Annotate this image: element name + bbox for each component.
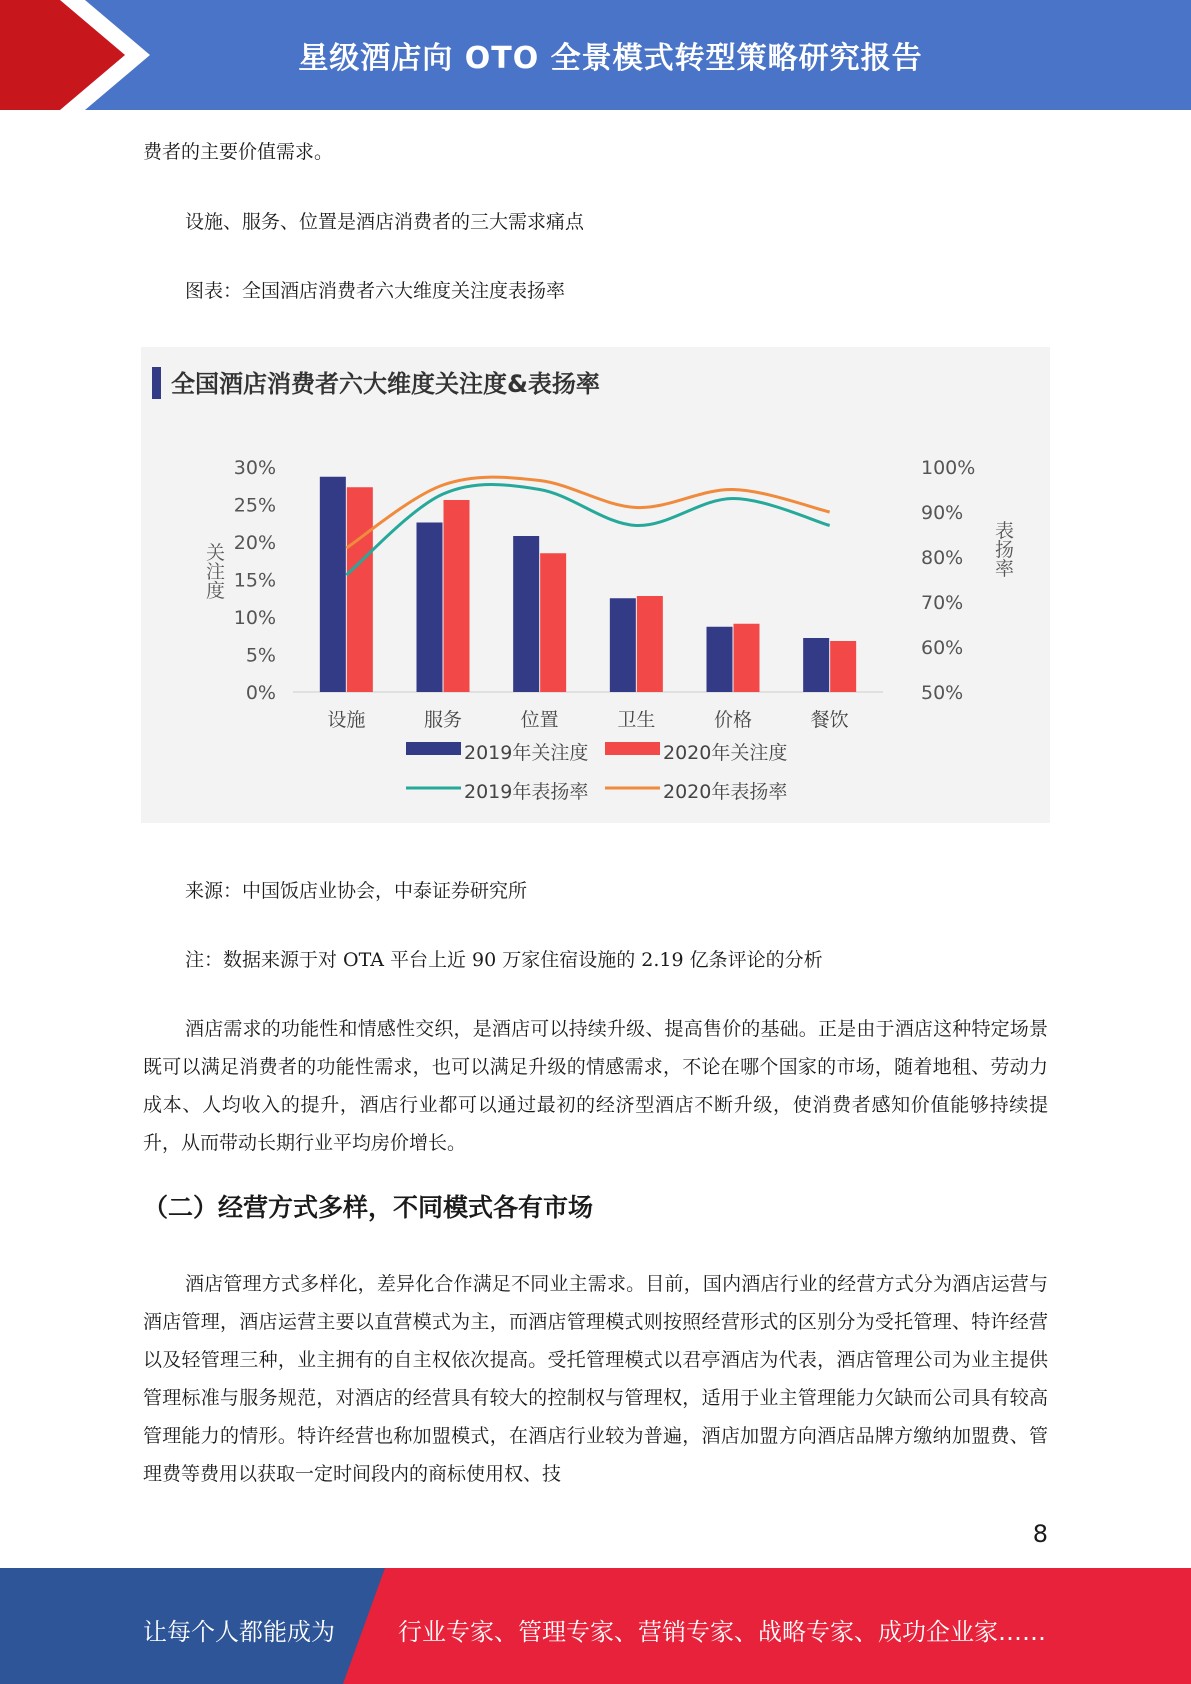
report-title: 星级酒店向 OTO 全景模式转型策略研究报告 bbox=[298, 41, 923, 76]
y2-tick-label: 70% bbox=[921, 592, 964, 614]
bar-2019年关注度-餐饮 bbox=[803, 638, 829, 692]
bar-2020年关注度-餐饮 bbox=[830, 641, 856, 692]
x-tick-label: 设施 bbox=[327, 709, 366, 731]
x-tick-label: 价格 bbox=[713, 709, 753, 731]
figure-caption: 图表：全国酒店消费者六大维度关注度表扬率 bbox=[185, 280, 566, 302]
legend-label: 2020年表扬率 bbox=[663, 781, 788, 803]
section-heading: （二）经营方式多样，不同模式各有市场 bbox=[143, 1193, 594, 1222]
bar-2020年关注度-设施 bbox=[347, 487, 373, 692]
y-tick-label: 20% bbox=[233, 532, 276, 554]
x-tick-label: 餐饮 bbox=[810, 709, 849, 731]
y-tick-label: 15% bbox=[233, 569, 276, 592]
chart-note: 注：数据来源于对 OTA 平台上近 90 万家住宿设施的 2.19 亿条评论的分析 bbox=[185, 949, 823, 971]
footer-slogan-left: 让每个人都能成为 bbox=[143, 1618, 335, 1646]
legend-label: 2020年关注度 bbox=[663, 742, 788, 764]
legend-label: 2019年表扬率 bbox=[464, 781, 589, 803]
y-tick-label: 25% bbox=[233, 494, 276, 517]
chart-source: 来源：中国饭店业协会，中泰证券研究所 bbox=[185, 880, 528, 902]
paragraph-continuation: 费者的主要价值需求。 bbox=[143, 141, 334, 163]
bar-2020年关注度-服务 bbox=[444, 500, 470, 692]
x-tick-label: 卫生 bbox=[617, 709, 656, 731]
paragraph-pain-points: 设施、服务、位置是酒店消费者的三大需求痛点 bbox=[185, 211, 585, 233]
chart-title-marker bbox=[152, 367, 161, 399]
paragraph-management-modes: 酒店管理方式多样化，差异化合作满足不同业主需求。目前，国内酒店行业的经营方式分为酒店运营与酒店管理，酒店运营主要以直营模式为主，而酒店管理模式则按照经营形式的区别分为受托管理、特许经营以及轻管理三种，业主拥有的自主权依次提高。受托管理模式以君亭酒店为代表，酒店管理公司为业主提供管理标准与服务规范，对酒店的经营具有较大的控制权与管理权，适用于业主管理能力欠缺而公司具有较高管理能力的情形。特许经营也称加盟模式，在酒店行业较为普遍，酒店加盟方向酒店品牌方缴纳加盟费、管理费等费用以获取一定时间段内的商标使用权、技 bbox=[143, 1273, 1048, 1485]
y2-axis-title: 表扬率 bbox=[992, 520, 1014, 578]
x-tick-label: 服务 bbox=[423, 709, 463, 731]
legend-swatch bbox=[406, 742, 461, 755]
y-axis-title: 关注度 bbox=[203, 542, 225, 600]
y2-tick-label: 60% bbox=[921, 637, 964, 659]
y-tick-label: 10% bbox=[233, 607, 276, 629]
bar-2020年关注度-位置 bbox=[540, 553, 566, 692]
footer-slogan-right: 行业专家、管理专家、营销专家、战略专家、成功企业家…… bbox=[398, 1618, 1046, 1646]
bar-2019年关注度-位置 bbox=[513, 536, 539, 692]
attention-praise-chart bbox=[141, 347, 1050, 823]
legend-label: 2019年关注度 bbox=[464, 742, 589, 764]
y-tick-label: 30% bbox=[233, 457, 276, 479]
bar-2019年关注度-服务 bbox=[417, 523, 443, 693]
header-arrow-decoration bbox=[0, 0, 160, 110]
bar-2019年关注度-价格 bbox=[707, 627, 733, 692]
paragraph-functional-emotional: 酒店需求的功能性和情感性交织，是酒店可以持续升级、提高售价的基础。正是由于酒店这种特定场景既可以满足消费者的功能性需求，也可以满足升级的情感需求，不论在哪个国家的市场，随着地租、劳动力成本、人均收入的提升，酒店行业都可以通过最初的经济型酒店不断升级，使消费者感知价值能够持续提升，从而带动长期行业平均房价增长。 bbox=[143, 1018, 1048, 1154]
y2-tick-label: 90% bbox=[921, 502, 964, 524]
bar-2019年关注度-卫生 bbox=[610, 598, 636, 692]
bar-2020年关注度-卫生 bbox=[637, 596, 663, 692]
y2-tick-label: 100% bbox=[921, 457, 976, 479]
y-tick-label: 0% bbox=[245, 682, 276, 704]
legend-swatch bbox=[605, 742, 660, 755]
chart-container bbox=[141, 347, 1050, 823]
y-tick-label: 5% bbox=[245, 644, 276, 667]
y2-tick-label: 50% bbox=[921, 682, 964, 704]
bar-2019年关注度-设施 bbox=[320, 477, 346, 692]
bar-2020年关注度-价格 bbox=[734, 624, 760, 692]
y2-tick-label: 80% bbox=[921, 547, 964, 569]
x-tick-label: 位置 bbox=[520, 709, 559, 731]
page-number: 8 bbox=[1032, 1520, 1048, 1548]
chart-title: 全国酒店消费者六大维度关注度&表扬率 bbox=[171, 370, 600, 398]
page-header bbox=[0, 0, 1191, 110]
